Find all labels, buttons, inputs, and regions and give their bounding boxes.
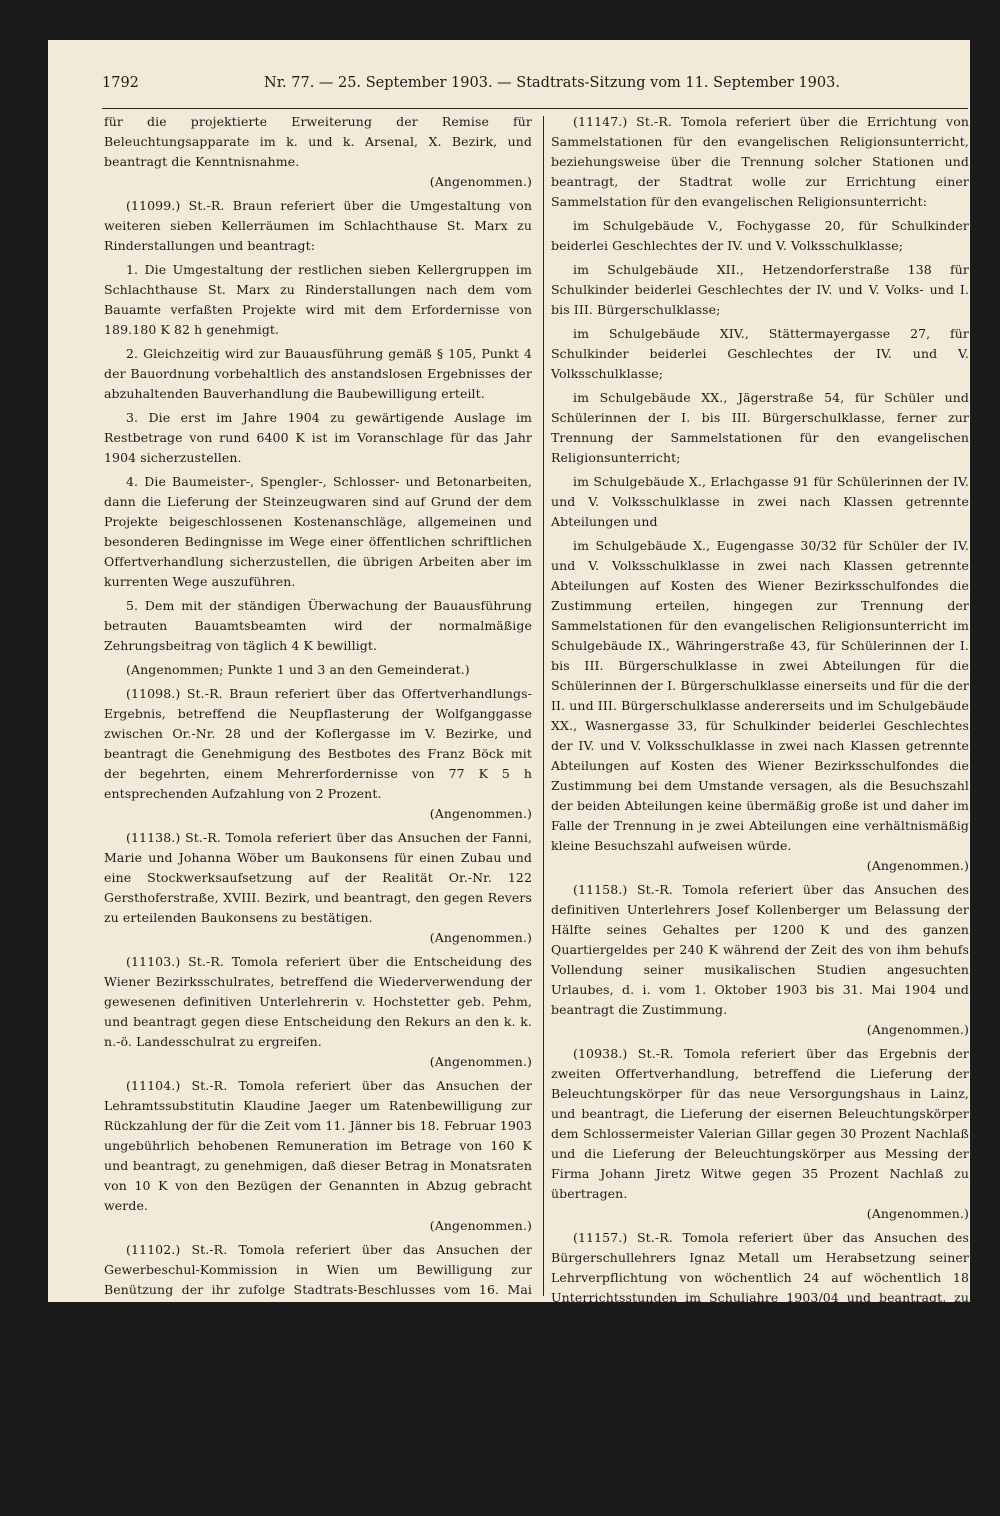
paragraph <box>104 112 532 192</box>
resolution-result: (Angenommen.) <box>866 858 969 873</box>
header-rule <box>102 108 968 109</box>
resolution-result: (Angenommen.) <box>429 1402 532 1417</box>
paragraph-text: im Schulgebäude V., Fochygasse 20, für Schulkinder beiderlei Geschlechtes der IV. und V. Volksschulklasse; <box>551 218 969 253</box>
paragraph-text: (11103.) St.-R. Tomola referiert über die Entscheidung des Wiener Bezirksschulrates, betreffend die Wiederverwendung der gewesenen definitiven Unterlehrerin v. Hochstetter geb. Pehm, und beantragt gegen diese Entscheidung den Rekurs an den k. k. n.-ö. Landesschulrat zu ergreifen. <box>104 954 532 1049</box>
paragraph <box>551 880 969 1040</box>
paragraph <box>551 1044 969 1224</box>
paragraph <box>551 472 969 532</box>
paragraph <box>104 1076 532 1236</box>
paragraph-text: (11102.) St.-R. Tomola referiert über das Ansuchen der Gewerbeschul-Kommission in Wien um Bewilligung zur Benützung der ihr zufolge Stadtrats-Beschlusses vom 16. Mai 1903, Z. 6072, für die Zwecke der gewerblichen Fortbildungsschule überlassenen Räumlichkeiten der Knaben-Bürgerschule III., Hörnesgasse 12, statt an Mittwochen an Donnerstagen und beantragt die Genehmigung nach dem Magistrats-Antrage. <box>104 1242 532 1397</box>
paragraph <box>104 1240 532 1420</box>
paragraph <box>104 952 532 1072</box>
resolution-result: (Angenommen.) <box>866 1350 969 1365</box>
resolution-result: (Angenommen.) <box>866 1206 969 1221</box>
paragraph-text: im Schulgebäude XX., Jägerstraße 54, für Schüler und Schülerinnen der I. bis III. Bürgerschulklasse, ferner zur Trennung der Sammelstationen für den evangelischen Religionsunterricht; <box>551 390 969 465</box>
newspaper-page <box>48 40 970 1509</box>
paragraph-text: 4. Die Baumeister-, Spengler-, Schlosser- und Betonarbeiten, dann die Lieferung der Steinzeugwaren sind auf Grund der dem Projekte beigeschlossenen Kostenanschläge, allgemeinen und besonderen Bedingnisse im Wege einer öffentlichen schriftlichen Offertverhandlung sicherzustellen, die übrigen Arbeiten aber im kurrenten Wege auszuführen. <box>104 474 532 589</box>
paragraph-text: 3. Die erst im Jahre 1904 zu gewärtigende Auslage im Restbetrage von rund 6400 K ist im Voranschlage für das Jahr 1904 sicherzustellen. <box>104 410 532 465</box>
paragraph-text: (10938.) St.-R. Tomola referiert über das Ergebnis der zweiten Offertverhandlung, betreffend die Lieferung der Beleuchtungskörper für das neue Versorgungshaus in Lainz, und beantragt, die Lieferung der eisernen Beleuchtungskörper dem Schlossermeister Valerian Gillar gegen 30 Prozent Nachlaß und die Lieferung der Beleuchtungskörper aus Messing der Firma Johann Jiretz Witwe gegen 35 Prozent Nachlaß zu übertragen. <box>551 1046 969 1201</box>
paragraph <box>104 196 532 256</box>
resolution-result: (Angenommen.) <box>429 1218 532 1233</box>
resolution-result: (Angenommen.) <box>429 174 532 189</box>
resolution-result: (Angenommen.) <box>866 1022 969 1037</box>
paragraph <box>104 660 532 680</box>
paragraph-text: (11156.) St.-R. Tomola referiert über das Ansuchen der Gesellschaft zur Gründung eines österreichischen Schulmuseums um leihweise Überlassung von Einrichtungsgegenständen der ehemaligen permanenten Lehrmittelausstellung der Gemeinde Wien und beantragt die Genehmigung nach dem Magistrats-Antrage. <box>551 1374 969 1489</box>
paragraph-text: im Schulgebäude X., Eugengasse 30/32 für Schüler der IV. und V. Volksschulklasse in zwei nach Klassen getrennte Abteilungen auf Kosten des Wiener Bezirksschulfondes die Zustimmung erteilen, hingegen zur Trennung der Sammelstationen für den evangelischen Religionsunterricht im Schulgebäude IX., Währingerstraße 43, für Schülerinnen der I. bis III. Bürgerschulklasse in zwei Abteilungen für die Schülerinnen der I. Bürgerschulklasse einerseits und für die der II. und III. Bürgerschulklasse andererseits und im Schulgebäude XX., Wasnergasse 33, für Schulkinder beiderlei Geschlechtes der IV. und V. Volksschulklasse in zwei nach Klassen getrennte Abteilungen auf Kosten des Wiener Bezirksschulfondes die Zustimmung bei dem Umstande versagen, als die Besuchszahl der beiden Abteilungen keine übermäßig große ist und daher im Falle der Trennung in je zwei Abteilungen eine verhältnismäßig kleine Besuchszahl aufweisen würde. <box>551 538 969 853</box>
paragraph-text: im Schulgebäude X., Erlachgasse 91 für Schülerinnen der IV. und V. Volksschulklasse in zwei nach Klassen getrennte Abteilungen und <box>551 474 969 529</box>
paragraph <box>104 344 532 404</box>
page-number: 1792 <box>102 75 139 91</box>
resolution-result: (Angenommen.) <box>429 930 532 945</box>
paragraph-text: 2. Gleichzeitig wird zur Bauausführung gemäß § 105, Punkt 4 der Bauordnung vorbehaltlich des anstandslosen Ergebnisses der abzuhaltenden Bauverhandlung die Baubewilligung erteilt. <box>104 346 532 401</box>
paragraph <box>551 260 969 320</box>
paragraph-text: (Angenommen; Punkte 1 und 3 an den Gemeinderat.) <box>126 662 470 677</box>
paragraph-text: 5. Dem mit der ständigen Überwachung der Bauausführung betrauten Bauamtsbeamten wird der normalmäßige Zehrungsbeitrag von täglich 4 K bewilligt. <box>104 598 532 653</box>
paragraph <box>551 1372 969 1512</box>
paragraph <box>551 536 969 876</box>
paragraph <box>551 1228 969 1368</box>
resolution-result: (Angenommen.) <box>866 1494 969 1509</box>
right-column <box>551 112 969 1516</box>
paragraph-text: 1. Die Umgestaltung der restlichen sieben Kellergruppen im Schlachthause St. Marx zu Rinderstallungen nach dem vom Bauamte verfaßten Projekte wird mit dem Erfordernisse von 189.180 K 82 h genehmigt. <box>104 262 532 337</box>
paragraph-text: im Schulgebäude XII., Hetzendorferstraße 138 für Schulkinder beiderlei Geschlechtes der IV. und V. Volks- und I. bis III. Bürgerschulklasse; <box>551 262 969 317</box>
paragraph-text: für die projektierte Erweiterung der Remise für Beleuchtungsapparate im k. und k. Arsenal, X. Bezirk, und beantragt die Kenntnisnahme. <box>104 114 532 169</box>
paragraph-text: (11104.) St.-R. Tomola referiert über das Ansuchen der Lehramtssubstitutin Klaudine Jaeger um Ratenbewilligung zur Rückzahlung der für die Zeit vom 11. Jänner bis 18. Februar 1903 ungebührlich behobenen Remuneration im Betrage von 160 K und beantragt, zu genehmigen, daß dieser Betrag in Monatsraten von 10 K von den Bezügen der Genannten in Abzug gebracht werde. <box>104 1078 532 1213</box>
paragraph <box>551 112 969 212</box>
paragraph <box>104 408 532 468</box>
paragraph-text: im Schulgebäude XIV., Stättermayergasse 27, für Schulkinder beiderlei Geschlechtes der IV. und V. Volksschulklasse; <box>551 326 969 381</box>
paragraph-text: (11098.) St.-R. Braun referiert über das Offertverhandlungs-Ergebnis, betreffend die Neupflasterung der Wolfganggasse zwischen Or.-Nr. 28 und der Koflergasse im V. Bezirke, und beantragt die Genehmigung des Bestbotes des Franz Böck mit der begehrten, einem Mehrerfordernisse von 77 K 5 h entsprechenden Aufzahlung von 2 Prozent. <box>104 686 532 801</box>
paragraph <box>104 684 532 824</box>
resolution-result: (Angenommen.) <box>429 806 532 821</box>
paragraph <box>104 596 532 656</box>
paragraph <box>104 828 532 948</box>
paragraph <box>104 472 532 592</box>
column-divider <box>543 116 544 1296</box>
paragraph-text: (11157.) St.-R. Tomola referiert über das Ansuchen des Bürgerschullehrers Ignaz Metall um Herabsetzung seiner Lehrverpflichtung von wöchentlich 24 auf wöchentlich 18 Unterrichtsstunden im Schuljahre 1903/04 und beantragt, zu dieser Herabsetzung gegen Ersatz der erwachsenden Supplierungskosten die Zustimmung zu erteilen. <box>551 1230 969 1345</box>
paragraph-text: (11158.) St.-R. Tomola referiert über das Ansuchen des definitiven Unterlehrers Josef Kollenberger um Belassung der Hälfte seines Gehaltes per 1200 K und des ganzen Quartiergeldes per 240 K während der Zeit des von ihm behufs Vollendung seiner musikalischen Studien angesuchten Urlaubes, d. i. vom 1. Oktober 1903 bis 31. Mai 1904 und beantragt die Zustimmung. <box>551 882 969 1017</box>
paragraph <box>104 260 532 340</box>
resolution-result: (Angenommen.) <box>429 1054 532 1069</box>
paragraph <box>551 324 969 384</box>
paragraph <box>551 216 969 256</box>
paragraph-text: (11138.) St.-R. Tomola referiert über das Ansuchen der Fanni, Marie und Johanna Wöber um Baukonsens für einen Zubau und eine Stockwerksaufsetzung auf der Realität Or.-Nr. 122 Gersthoferstraße, XVIII. Bezirk, und beantragt, den gegen Revers zu erteilenden Baukonsens zu bestätigen. <box>104 830 532 925</box>
paragraph-text: (11147.) St.-R. Tomola referiert über die Errichtung von Sammelstationen für den evangelischen Religionsunterricht, beziehungsweise über die Trennung solcher Stationen und beantragt, der Stadtrat wolle zur Errichtung einer Sammelstation für den evangelischen Religionsunterricht: <box>551 114 969 209</box>
left-column <box>104 112 532 1424</box>
header-title: Nr. 77. — 25. September 1903. — Stadtrats-Sitzung vom 11. September 1903. <box>264 75 840 91</box>
paragraph <box>551 388 969 468</box>
paragraph-text: (11099.) St.-R. Braun referiert über die Umgestaltung von weiteren sieben Kellerräumen im Schlachthause St. Marx zu Rinderstallungen und beantragt: <box>104 198 532 253</box>
